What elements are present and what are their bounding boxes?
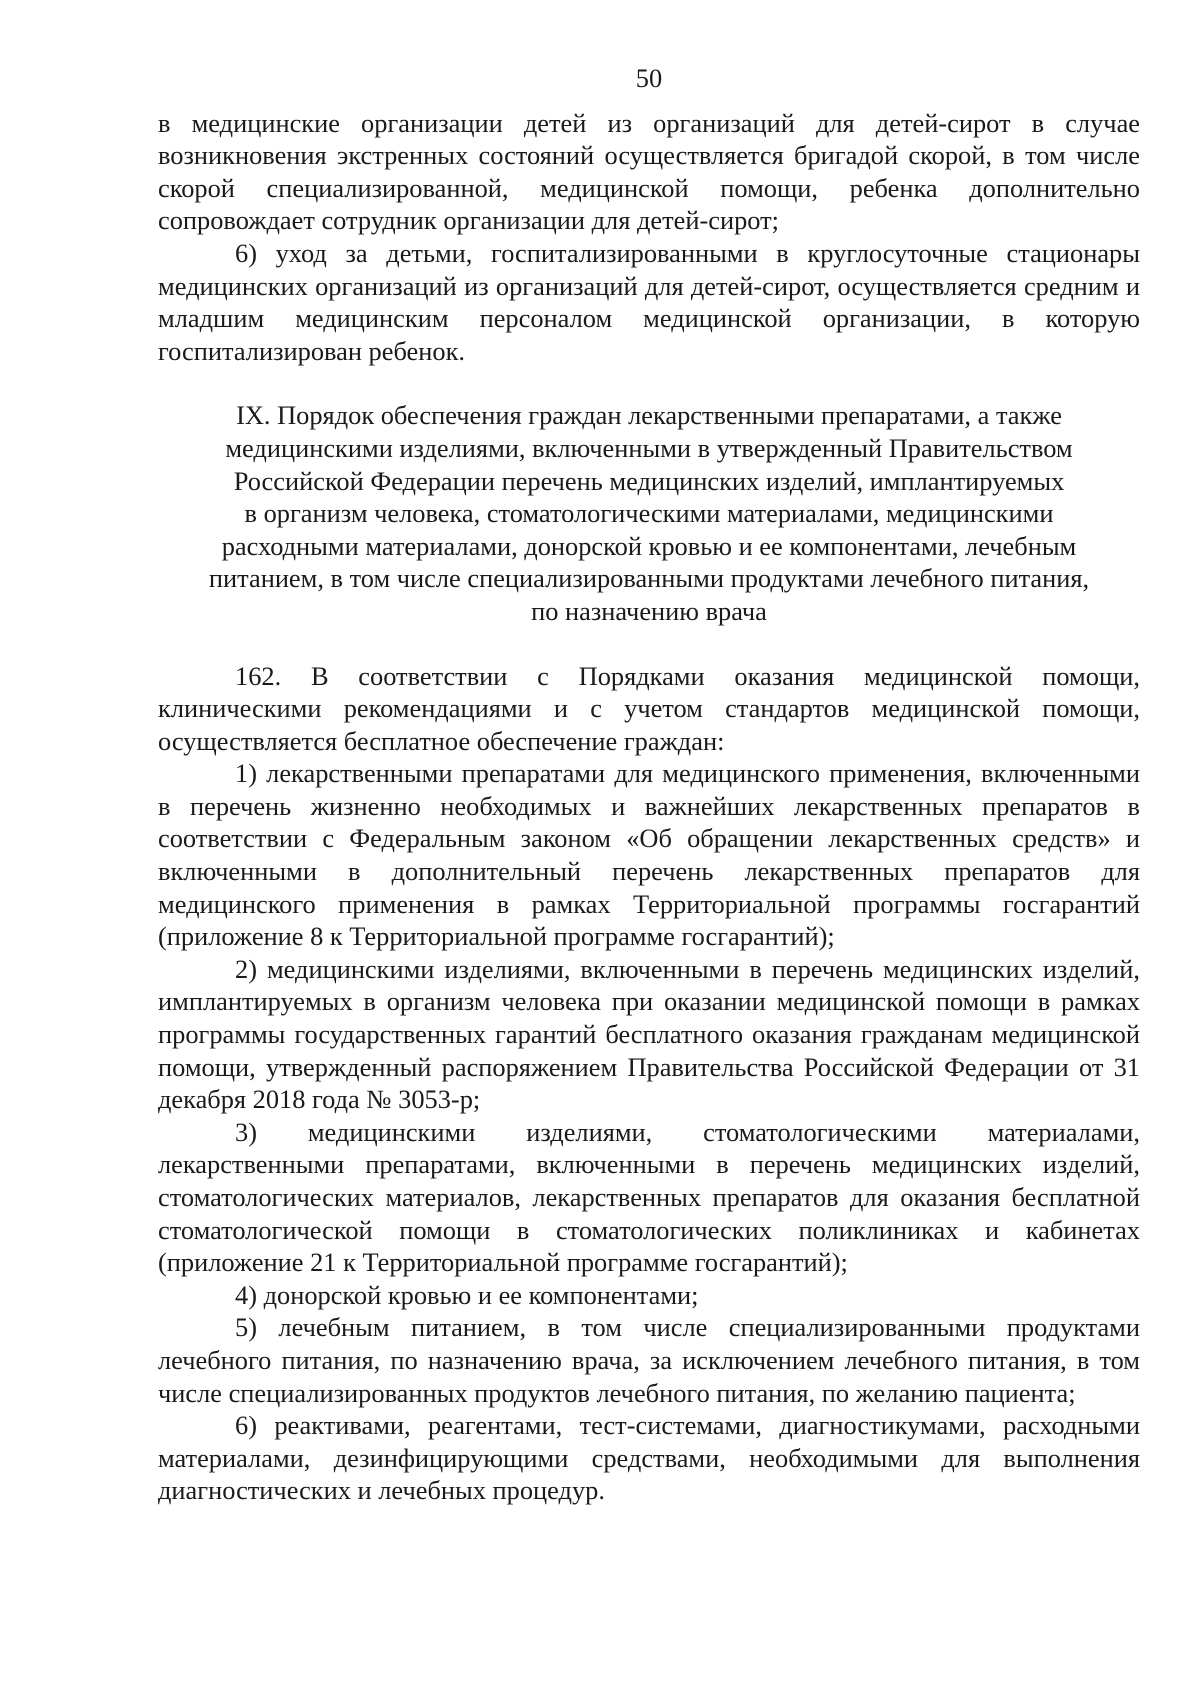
heading-line: Российской Федерации перечень медицинских изделий, имплантируемых — [233, 465, 1065, 496]
paragraph-item-3: 3) медицинскими изделиями, стоматологическими материалами, лекарственными препаратами, включенными в перечень медицинских изделий, стоматологических материалов, лекарственных препаратов для оказания бесплатной стоматологической помощи в стоматологических поликлиниках и кабинетах (приложение 21 к Территориальной программе госгарантий); — [158, 1116, 1140, 1278]
heading-line: в организм человека, стоматологическими материалами, медицинскими — [244, 498, 1054, 529]
paragraph-item-6: 6) реактивами, реагентами, тест-системами, диагностикумами, расходными материалами, дезинфицирующими средствами, необходимыми для выполнения диагностических и лечебных процедур. — [158, 1410, 1140, 1506]
heading-line: питанием, в том числе специализированными продуктами лечебного питания, — [208, 563, 1090, 594]
paragraph-item-1: 1) лекарственными препаратами для медицинского применения, включенными в перечень жизненно необходимых и важнейших лекарственных препаратов в соответствии с Федеральным законом «Об обращении лекарственных средств» и включенными в дополнительный перечень лекарственных препаратов для медицинского применения в рамках Территориальной программы госгарантий (приложение 8 к Территориальной программе госгарантий); — [158, 758, 1140, 952]
paragraph-162: 162. В соответствии с Порядками оказания медицинской помощи, клиническими рекомендациями и с учетом стандартов медицинской помощи, осуществляется бесплатное обеспечение граждан: — [158, 660, 1140, 756]
section-heading — [158, 399, 1140, 627]
page-number: 50 — [635, 63, 663, 93]
paragraph-continuation: в медицинские организации детей из организаций для детей-сирот в случае возникновения экстренных состояний осуществляется бригадой скорой, в том числе скорой специализированной, медицинской помощи, ребенка дополнительно сопровождает сотрудник организации для детей-сирот; — [158, 107, 1140, 236]
heading-line: расходными материалами, донорской кровью и ее компонентами, лечебным — [221, 530, 1077, 561]
paragraph-item-6-care: 6) уход за детьми, госпитализированными в круглосуточные стационары медицинских организаций из организаций для детей-сирот, осуществляется средним и младшим медицинским персоналом медицинской организации, в которую госпитализирован ребенок. — [158, 237, 1140, 366]
heading-line: медицинскими изделиями, включенными в утвержденный Правительством — [225, 432, 1073, 463]
paragraph-item-5: 5) лечебным питанием, в том числе специализированными продуктами лечебного питания, по назначению врача, за исключением лечебного питания, в том числе специализированных продуктов лечебного питания, по желанию пациента; — [158, 1312, 1140, 1408]
paragraph-item-4: 4) донорской кровью и ее компонентами; — [235, 1279, 699, 1310]
document-page — [158, 62, 1140, 1507]
heading-line: по назначению врача — [531, 595, 767, 626]
heading-line: IX. Порядок обеспечения граждан лекарственными препаратами, а также — [236, 400, 1062, 431]
paragraph-item-2: 2) медицинскими изделиями, включенными в перечень медицинских изделий, имплантируемых в организм человека при оказании медицинской помощи в рамках программы государственных гарантий бесплатного оказания гражданам медицинской помощи, утвержденный распоряжением Правительства Российской Федерации от 31 декабря 2018 года № 3053-р; — [158, 953, 1140, 1115]
